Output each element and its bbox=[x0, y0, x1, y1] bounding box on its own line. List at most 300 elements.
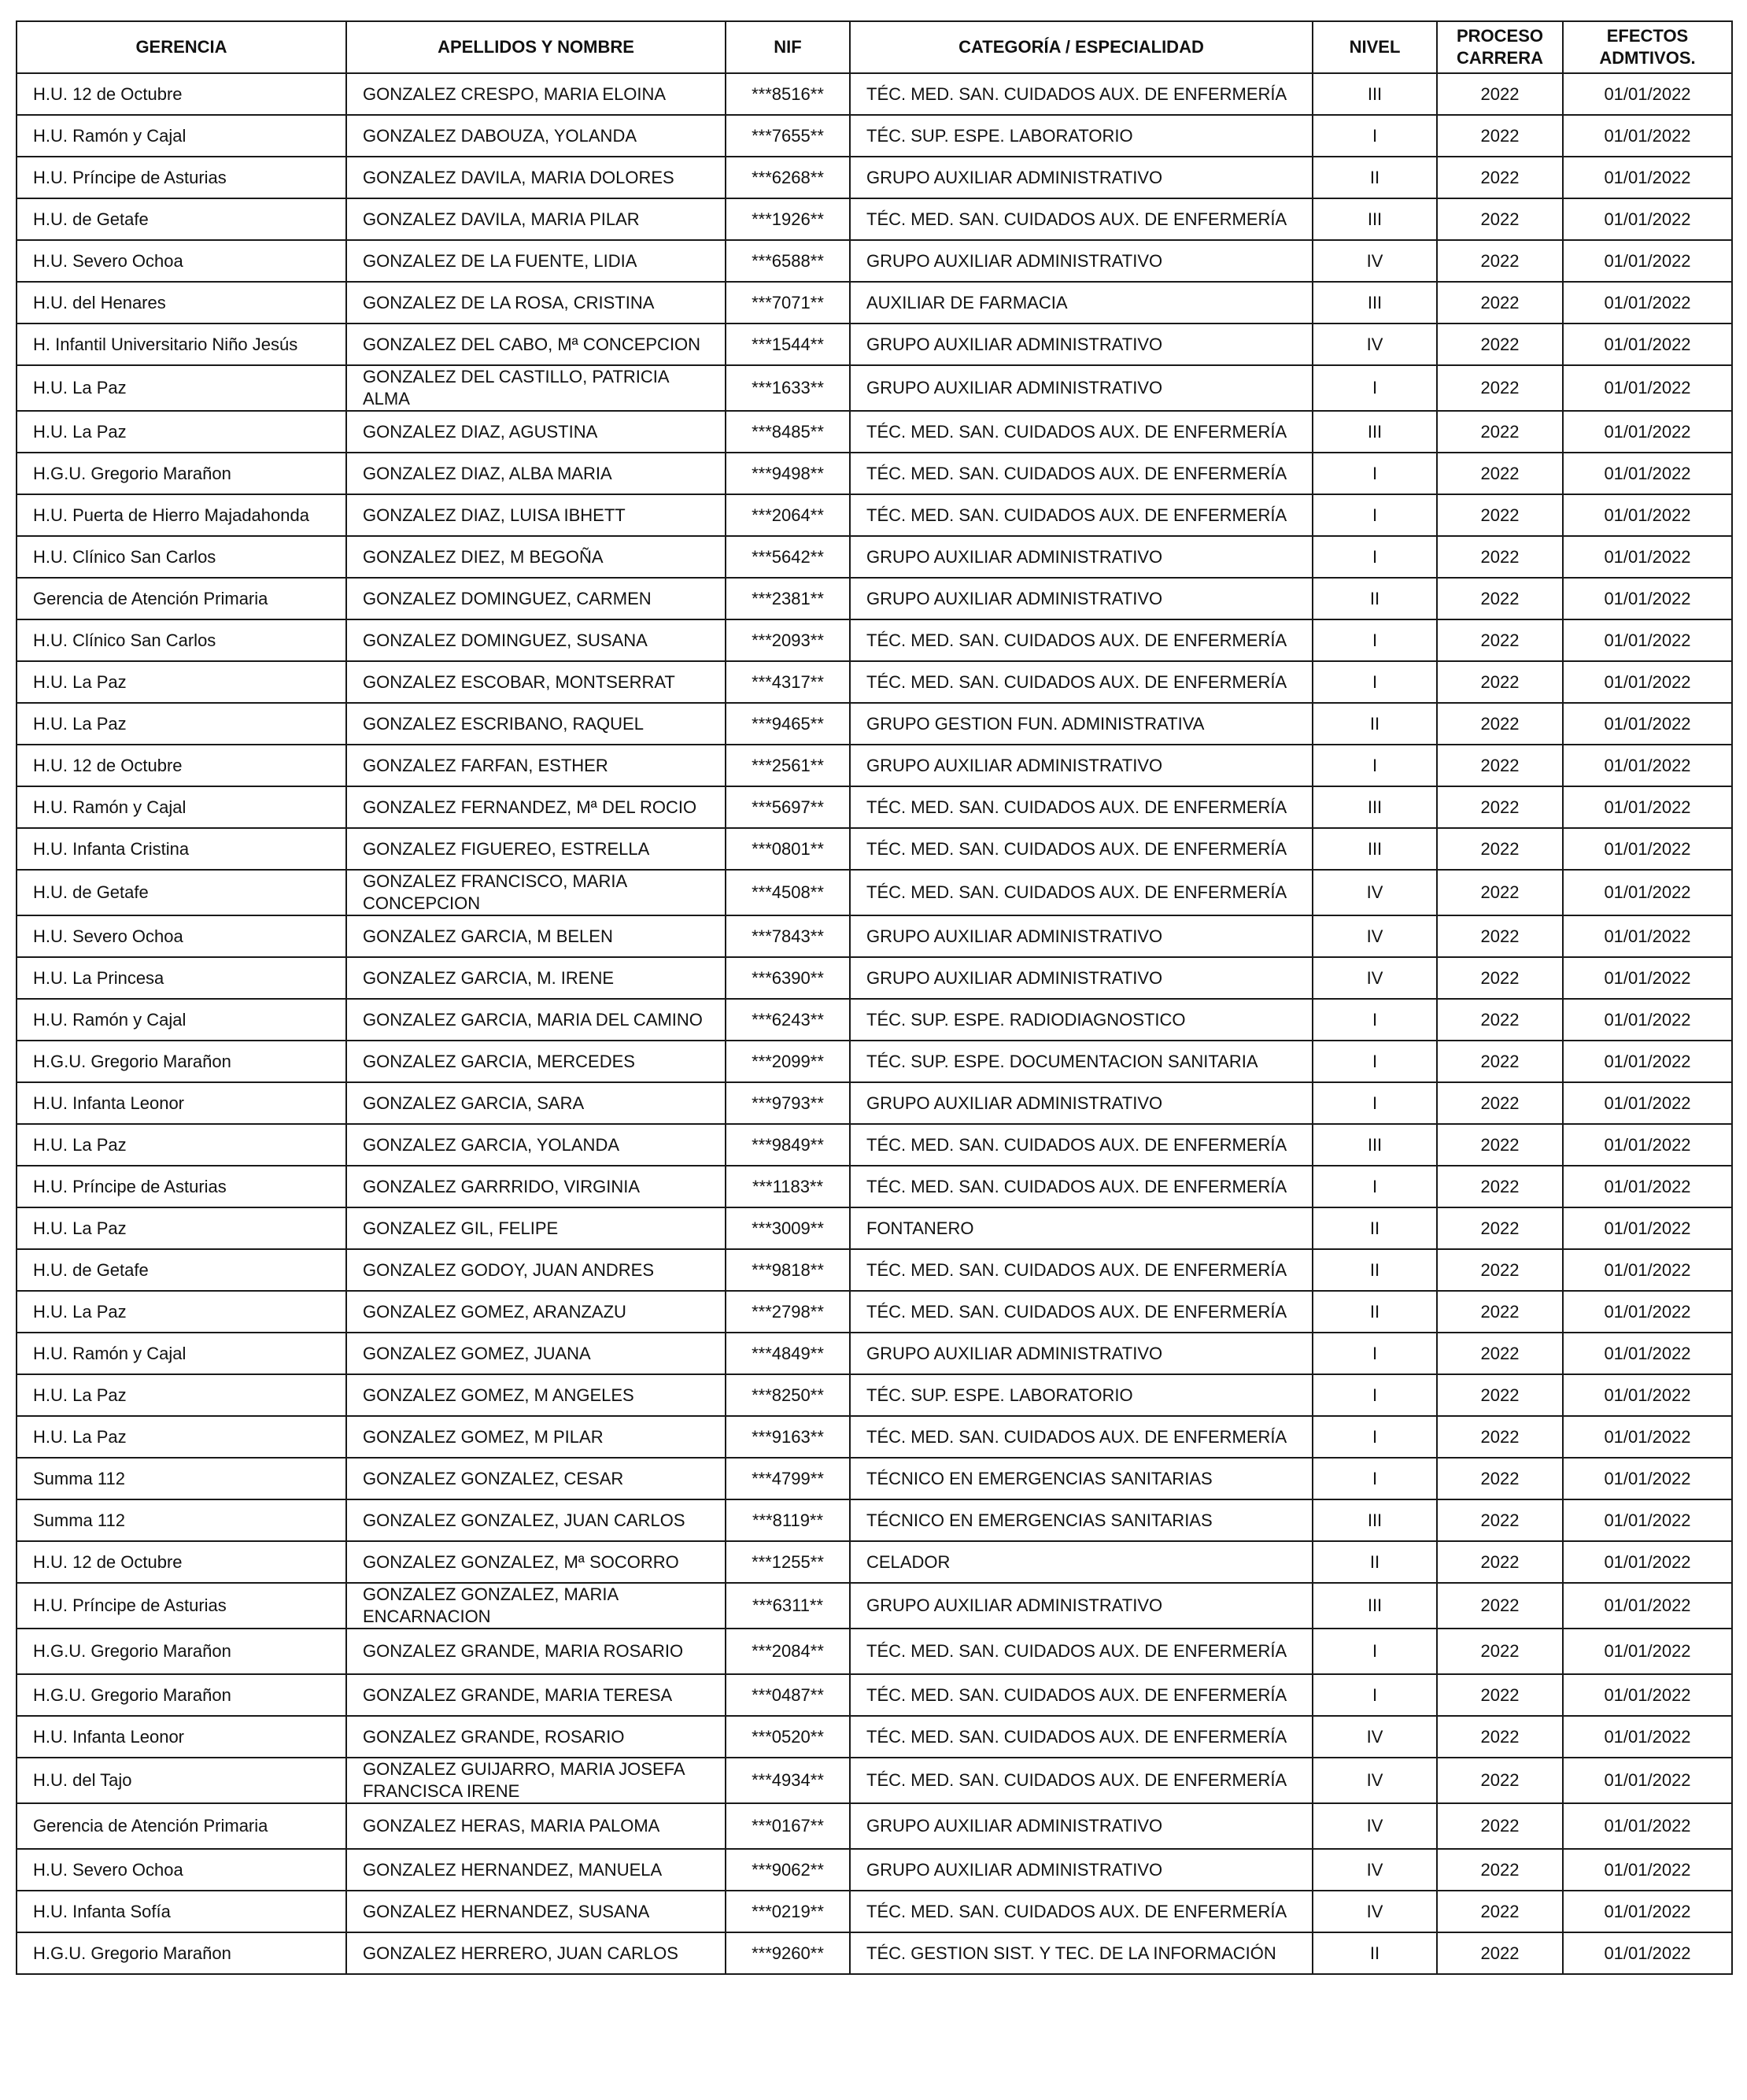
efectos-cell: 01/01/2022 bbox=[1563, 240, 1732, 282]
nivel-cell: II bbox=[1313, 703, 1437, 745]
nif-cell: ***6390** bbox=[726, 957, 850, 999]
gerencia-cell: H.U. Severo Ochoa bbox=[17, 1849, 346, 1891]
nombre-cell: GONZALEZ DIAZ, ALBA MARIA bbox=[346, 453, 726, 494]
header-nombre: APELLIDOS Y NOMBRE bbox=[346, 21, 726, 73]
efectos-cell: 01/01/2022 bbox=[1563, 661, 1732, 703]
table-row bbox=[17, 115, 1732, 157]
nivel-cell: I bbox=[1313, 1458, 1437, 1499]
efectos-cell: 01/01/2022 bbox=[1563, 198, 1732, 240]
categoria-cell: CELADOR bbox=[850, 1541, 1313, 1583]
categoria-cell: GRUPO AUXILIAR ADMINISTRATIVO bbox=[850, 957, 1313, 999]
proceso-cell: 2022 bbox=[1437, 703, 1563, 745]
categoria-cell: TÉC. MED. SAN. CUIDADOS AUX. DE ENFERMERÍA bbox=[850, 1629, 1313, 1674]
table-row bbox=[17, 1541, 1732, 1583]
table-row bbox=[17, 453, 1732, 494]
nombre-cell: GONZALEZ DAVILA, MARIA DOLORES bbox=[346, 157, 726, 198]
efectos-cell: 01/01/2022 bbox=[1563, 1124, 1732, 1166]
table-row bbox=[17, 1499, 1732, 1541]
nivel-cell: I bbox=[1313, 1416, 1437, 1458]
nif-cell: ***9260** bbox=[726, 1932, 850, 1974]
efectos-cell: 01/01/2022 bbox=[1563, 365, 1732, 411]
gerencia-cell: H.U. La Paz bbox=[17, 661, 346, 703]
nombre-cell: GONZALEZ GUIJARRO, MARIA JOSEFA FRANCISCA IRENE bbox=[346, 1758, 726, 1803]
gerencia-cell: H.U. La Paz bbox=[17, 1416, 346, 1458]
nombre-cell: GONZALEZ GONZALEZ, JUAN CARLOS bbox=[346, 1499, 726, 1541]
nivel-cell: I bbox=[1313, 1041, 1437, 1082]
header-proceso-line2: CARRERA bbox=[1457, 48, 1543, 68]
nif-cell: ***9465** bbox=[726, 703, 850, 745]
nombre-cell: GONZALEZ GARCIA, M BELEN bbox=[346, 915, 726, 957]
proceso-cell: 2022 bbox=[1437, 1932, 1563, 1974]
categoria-cell: GRUPO AUXILIAR ADMINISTRATIVO bbox=[850, 536, 1313, 578]
gerencia-cell: H.U. Clínico San Carlos bbox=[17, 619, 346, 661]
gerencia-cell: Summa 112 bbox=[17, 1499, 346, 1541]
nivel-cell: IV bbox=[1313, 915, 1437, 957]
nif-cell: ***0167** bbox=[726, 1803, 850, 1849]
nif-cell: ***4799** bbox=[726, 1458, 850, 1499]
table-body bbox=[17, 73, 1732, 1974]
gerencia-cell: H.U. Infanta Leonor bbox=[17, 1716, 346, 1758]
nombre-cell: GONZALEZ CRESPO, MARIA ELOINA bbox=[346, 73, 726, 115]
table-row bbox=[17, 1124, 1732, 1166]
gerencia-cell: H.U. Clínico San Carlos bbox=[17, 536, 346, 578]
gerencia-cell: Gerencia de Atención Primaria bbox=[17, 578, 346, 619]
proceso-cell: 2022 bbox=[1437, 745, 1563, 786]
nombre-cell: GONZALEZ FARFAN, ESTHER bbox=[346, 745, 726, 786]
efectos-cell: 01/01/2022 bbox=[1563, 1458, 1732, 1499]
table-row bbox=[17, 494, 1732, 536]
proceso-cell: 2022 bbox=[1437, 999, 1563, 1041]
categoria-cell: TÉC. MED. SAN. CUIDADOS AUX. DE ENFERMERÍA bbox=[850, 1166, 1313, 1207]
nombre-cell: GONZALEZ FERNANDEZ, Mª DEL ROCIO bbox=[346, 786, 726, 828]
nif-cell: ***0520** bbox=[726, 1716, 850, 1758]
proceso-cell: 2022 bbox=[1437, 453, 1563, 494]
categoria-cell: TÉC. SUP. ESPE. LABORATORIO bbox=[850, 1374, 1313, 1416]
table-row bbox=[17, 745, 1732, 786]
efectos-cell: 01/01/2022 bbox=[1563, 1541, 1732, 1583]
proceso-cell: 2022 bbox=[1437, 1849, 1563, 1891]
categoria-cell: GRUPO AUXILIAR ADMINISTRATIVO bbox=[850, 157, 1313, 198]
categoria-cell: TÉC. SUP. ESPE. LABORATORIO bbox=[850, 115, 1313, 157]
gerencia-cell: H.U. Ramón y Cajal bbox=[17, 115, 346, 157]
header-row bbox=[17, 21, 1732, 73]
categoria-cell: AUXILIAR DE FARMACIA bbox=[850, 282, 1313, 324]
categoria-cell: TÉC. MED. SAN. CUIDADOS AUX. DE ENFERMERÍA bbox=[850, 1716, 1313, 1758]
nivel-cell: III bbox=[1313, 1124, 1437, 1166]
efectos-cell: 01/01/2022 bbox=[1563, 828, 1732, 870]
nif-cell: ***7843** bbox=[726, 915, 850, 957]
proceso-cell: 2022 bbox=[1437, 957, 1563, 999]
nombre-cell: GONZALEZ DE LA FUENTE, LIDIA bbox=[346, 240, 726, 282]
categoria-cell: TÉC. MED. SAN. CUIDADOS AUX. DE ENFERMERÍA bbox=[850, 411, 1313, 453]
categoria-cell: TÉC. MED. SAN. CUIDADOS AUX. DE ENFERMERÍA bbox=[850, 1291, 1313, 1333]
nivel-cell: IV bbox=[1313, 1891, 1437, 1932]
nif-cell: ***8250** bbox=[726, 1374, 850, 1416]
nif-cell: ***5697** bbox=[726, 786, 850, 828]
efectos-cell: 01/01/2022 bbox=[1563, 1716, 1732, 1758]
efectos-cell: 01/01/2022 bbox=[1563, 619, 1732, 661]
proceso-cell: 2022 bbox=[1437, 1458, 1563, 1499]
nivel-cell: I bbox=[1313, 453, 1437, 494]
proceso-cell: 2022 bbox=[1437, 1674, 1563, 1716]
gerencia-cell: H.U. Ramón y Cajal bbox=[17, 1333, 346, 1374]
proceso-cell: 2022 bbox=[1437, 1291, 1563, 1333]
efectos-cell: 01/01/2022 bbox=[1563, 957, 1732, 999]
personnel-table bbox=[16, 20, 1733, 1975]
nivel-cell: I bbox=[1313, 536, 1437, 578]
gerencia-cell: H.U. del Tajo bbox=[17, 1758, 346, 1803]
categoria-cell: TÉC. MED. SAN. CUIDADOS AUX. DE ENFERMERÍA bbox=[850, 73, 1313, 115]
categoria-cell: TÉC. SUP. ESPE. DOCUMENTACION SANITARIA bbox=[850, 1041, 1313, 1082]
efectos-cell: 01/01/2022 bbox=[1563, 324, 1732, 365]
table-row bbox=[17, 536, 1732, 578]
proceso-cell: 2022 bbox=[1437, 494, 1563, 536]
gerencia-cell: H.U. Infanta Leonor bbox=[17, 1082, 346, 1124]
efectos-cell: 01/01/2022 bbox=[1563, 870, 1732, 915]
nif-cell: ***0801** bbox=[726, 828, 850, 870]
nivel-cell: I bbox=[1313, 1333, 1437, 1374]
gerencia-cell: H.U. La Paz bbox=[17, 1207, 346, 1249]
nivel-cell: III bbox=[1313, 1583, 1437, 1629]
nombre-cell: GONZALEZ GRANDE, MARIA ROSARIO bbox=[346, 1629, 726, 1674]
proceso-cell: 2022 bbox=[1437, 1166, 1563, 1207]
gerencia-cell: H.U. Infanta Sofía bbox=[17, 1891, 346, 1932]
table-row bbox=[17, 619, 1732, 661]
proceso-cell: 2022 bbox=[1437, 1629, 1563, 1674]
nif-cell: ***1255** bbox=[726, 1541, 850, 1583]
categoria-cell: GRUPO AUXILIAR ADMINISTRATIVO bbox=[850, 365, 1313, 411]
categoria-cell: TÉC. MED. SAN. CUIDADOS AUX. DE ENFERMERÍA bbox=[850, 661, 1313, 703]
gerencia-cell: H.U. Severo Ochoa bbox=[17, 915, 346, 957]
efectos-cell: 01/01/2022 bbox=[1563, 1374, 1732, 1416]
nivel-cell: II bbox=[1313, 1291, 1437, 1333]
proceso-cell: 2022 bbox=[1437, 73, 1563, 115]
gerencia-cell: H.U. Severo Ochoa bbox=[17, 240, 346, 282]
nif-cell: ***4508** bbox=[726, 870, 850, 915]
table-row bbox=[17, 999, 1732, 1041]
categoria-cell: TÉC. MED. SAN. CUIDADOS AUX. DE ENFERMERÍA bbox=[850, 453, 1313, 494]
nif-cell: ***6268** bbox=[726, 157, 850, 198]
proceso-cell: 2022 bbox=[1437, 282, 1563, 324]
categoria-cell: TÉC. MED. SAN. CUIDADOS AUX. DE ENFERMERÍA bbox=[850, 1674, 1313, 1716]
table-row bbox=[17, 1583, 1732, 1629]
gerencia-cell: H.U. 12 de Octubre bbox=[17, 73, 346, 115]
header-proceso-carrera bbox=[1437, 21, 1563, 73]
nombre-cell: GONZALEZ GOMEZ, M PILAR bbox=[346, 1416, 726, 1458]
nivel-cell: III bbox=[1313, 411, 1437, 453]
nif-cell: ***2084** bbox=[726, 1629, 850, 1674]
nombre-cell: GONZALEZ HERNANDEZ, SUSANA bbox=[346, 1891, 726, 1932]
nivel-cell: I bbox=[1313, 1629, 1437, 1674]
nombre-cell: GONZALEZ GOMEZ, M ANGELES bbox=[346, 1374, 726, 1416]
table-row bbox=[17, 73, 1732, 115]
efectos-cell: 01/01/2022 bbox=[1563, 453, 1732, 494]
table-row bbox=[17, 1041, 1732, 1082]
gerencia-cell: H.U. Infanta Cristina bbox=[17, 828, 346, 870]
nif-cell: ***1633** bbox=[726, 365, 850, 411]
table-row bbox=[17, 1758, 1732, 1803]
gerencia-cell: H.U. Ramón y Cajal bbox=[17, 786, 346, 828]
nif-cell: ***6243** bbox=[726, 999, 850, 1041]
nivel-cell: IV bbox=[1313, 1803, 1437, 1849]
nombre-cell: GONZALEZ DAVILA, MARIA PILAR bbox=[346, 198, 726, 240]
nivel-cell: I bbox=[1313, 115, 1437, 157]
gerencia-cell: H.U. Príncipe de Asturias bbox=[17, 1166, 346, 1207]
categoria-cell: TÉC. MED. SAN. CUIDADOS AUX. DE ENFERMERÍA bbox=[850, 1249, 1313, 1291]
proceso-cell: 2022 bbox=[1437, 536, 1563, 578]
header-nif: NIF bbox=[726, 21, 850, 73]
nif-cell: ***0219** bbox=[726, 1891, 850, 1932]
nivel-cell: III bbox=[1313, 1499, 1437, 1541]
proceso-cell: 2022 bbox=[1437, 786, 1563, 828]
nivel-cell: II bbox=[1313, 157, 1437, 198]
nivel-cell: III bbox=[1313, 786, 1437, 828]
nombre-cell: GONZALEZ DIEZ, M BEGOÑA bbox=[346, 536, 726, 578]
gerencia-cell: Summa 112 bbox=[17, 1458, 346, 1499]
table-row bbox=[17, 828, 1732, 870]
nombre-cell: GONZALEZ GARRRIDO, VIRGINIA bbox=[346, 1166, 726, 1207]
header-nivel: NIVEL bbox=[1313, 21, 1437, 73]
categoria-cell: TÉC. MED. SAN. CUIDADOS AUX. DE ENFERMERÍA bbox=[850, 619, 1313, 661]
nif-cell: ***8485** bbox=[726, 411, 850, 453]
nombre-cell: GONZALEZ GONZALEZ, Mª SOCORRO bbox=[346, 1541, 726, 1583]
categoria-cell: GRUPO AUXILIAR ADMINISTRATIVO bbox=[850, 915, 1313, 957]
efectos-cell: 01/01/2022 bbox=[1563, 1803, 1732, 1849]
nivel-cell: III bbox=[1313, 828, 1437, 870]
proceso-cell: 2022 bbox=[1437, 240, 1563, 282]
nif-cell: ***2381** bbox=[726, 578, 850, 619]
efectos-cell: 01/01/2022 bbox=[1563, 1674, 1732, 1716]
nif-cell: ***7655** bbox=[726, 115, 850, 157]
nombre-cell: GONZALEZ GOMEZ, ARANZAZU bbox=[346, 1291, 726, 1333]
nombre-cell: GONZALEZ GONZALEZ, CESAR bbox=[346, 1458, 726, 1499]
proceso-cell: 2022 bbox=[1437, 1758, 1563, 1803]
categoria-cell: TÉC. GESTION SIST. Y TEC. DE LA INFORMACIÓN bbox=[850, 1932, 1313, 1974]
table-row bbox=[17, 282, 1732, 324]
proceso-cell: 2022 bbox=[1437, 619, 1563, 661]
nombre-cell: GONZALEZ HERRERO, JUAN CARLOS bbox=[346, 1932, 726, 1974]
nombre-cell: GONZALEZ FIGUEREO, ESTRELLA bbox=[346, 828, 726, 870]
categoria-cell: GRUPO AUXILIAR ADMINISTRATIVO bbox=[850, 578, 1313, 619]
table-row bbox=[17, 786, 1732, 828]
table-row bbox=[17, 1629, 1732, 1674]
proceso-cell: 2022 bbox=[1437, 1891, 1563, 1932]
gerencia-cell: H. Infantil Universitario Niño Jesús bbox=[17, 324, 346, 365]
categoria-cell: GRUPO AUXILIAR ADMINISTRATIVO bbox=[850, 1333, 1313, 1374]
nif-cell: ***0487** bbox=[726, 1674, 850, 1716]
nivel-cell: I bbox=[1313, 1674, 1437, 1716]
categoria-cell: TÉC. MED. SAN. CUIDADOS AUX. DE ENFERMERÍA bbox=[850, 1124, 1313, 1166]
header-gerencia: GERENCIA bbox=[17, 21, 346, 73]
nombre-cell: GONZALEZ GIL, FELIPE bbox=[346, 1207, 726, 1249]
efectos-cell: 01/01/2022 bbox=[1563, 1849, 1732, 1891]
table-row bbox=[17, 1716, 1732, 1758]
nivel-cell: I bbox=[1313, 1082, 1437, 1124]
nif-cell: ***1183** bbox=[726, 1166, 850, 1207]
nombre-cell: GONZALEZ GRANDE, MARIA TERESA bbox=[346, 1674, 726, 1716]
categoria-cell: GRUPO AUXILIAR ADMINISTRATIVO bbox=[850, 1583, 1313, 1629]
nif-cell: ***4934** bbox=[726, 1758, 850, 1803]
proceso-cell: 2022 bbox=[1437, 157, 1563, 198]
efectos-cell: 01/01/2022 bbox=[1563, 1291, 1732, 1333]
efectos-cell: 01/01/2022 bbox=[1563, 1333, 1732, 1374]
table-row bbox=[17, 1932, 1732, 1974]
efectos-cell: 01/01/2022 bbox=[1563, 745, 1732, 786]
categoria-cell: FONTANERO bbox=[850, 1207, 1313, 1249]
proceso-cell: 2022 bbox=[1437, 324, 1563, 365]
nombre-cell: GONZALEZ HERAS, MARIA PALOMA bbox=[346, 1803, 726, 1849]
nivel-cell: II bbox=[1313, 1249, 1437, 1291]
categoria-cell: TÉC. SUP. ESPE. RADIODIAGNOSTICO bbox=[850, 999, 1313, 1041]
table-row bbox=[17, 1803, 1732, 1849]
proceso-cell: 2022 bbox=[1437, 870, 1563, 915]
table-row bbox=[17, 578, 1732, 619]
nif-cell: ***4849** bbox=[726, 1333, 850, 1374]
nif-cell: ***1544** bbox=[726, 324, 850, 365]
nombre-cell: GONZALEZ DIAZ, LUISA IBHETT bbox=[346, 494, 726, 536]
efectos-cell: 01/01/2022 bbox=[1563, 999, 1732, 1041]
table-row bbox=[17, 1416, 1732, 1458]
nombre-cell: GONZALEZ DEL CABO, Mª CONCEPCION bbox=[346, 324, 726, 365]
efectos-cell: 01/01/2022 bbox=[1563, 1629, 1732, 1674]
nombre-cell: GONZALEZ DABOUZA, YOLANDA bbox=[346, 115, 726, 157]
efectos-cell: 01/01/2022 bbox=[1563, 1207, 1732, 1249]
table-row bbox=[17, 1207, 1732, 1249]
table-row bbox=[17, 324, 1732, 365]
proceso-cell: 2022 bbox=[1437, 365, 1563, 411]
gerencia-cell: H.U. Príncipe de Asturias bbox=[17, 1583, 346, 1629]
efectos-cell: 01/01/2022 bbox=[1563, 282, 1732, 324]
gerencia-cell: H.U. 12 de Octubre bbox=[17, 1541, 346, 1583]
categoria-cell: TÉC. MED. SAN. CUIDADOS AUX. DE ENFERMERÍA bbox=[850, 1891, 1313, 1932]
header-efectos-line1: EFECTOS bbox=[1606, 26, 1689, 46]
nombre-cell: GONZALEZ GARCIA, YOLANDA bbox=[346, 1124, 726, 1166]
table-row bbox=[17, 365, 1732, 411]
categoria-cell: TÉC. MED. SAN. CUIDADOS AUX. DE ENFERMERÍA bbox=[850, 786, 1313, 828]
nombre-cell: GONZALEZ GARCIA, MERCEDES bbox=[346, 1041, 726, 1082]
proceso-cell: 2022 bbox=[1437, 1333, 1563, 1374]
proceso-cell: 2022 bbox=[1437, 1541, 1563, 1583]
nivel-cell: II bbox=[1313, 1541, 1437, 1583]
efectos-cell: 01/01/2022 bbox=[1563, 1082, 1732, 1124]
efectos-cell: 01/01/2022 bbox=[1563, 1583, 1732, 1629]
nivel-cell: IV bbox=[1313, 324, 1437, 365]
efectos-cell: 01/01/2022 bbox=[1563, 915, 1732, 957]
nivel-cell: IV bbox=[1313, 1716, 1437, 1758]
header-efectos-admtivos bbox=[1563, 21, 1732, 73]
gerencia-cell: H.U. Ramón y Cajal bbox=[17, 999, 346, 1041]
proceso-cell: 2022 bbox=[1437, 198, 1563, 240]
gerencia-cell: H.U. de Getafe bbox=[17, 870, 346, 915]
nombre-cell: GONZALEZ GONZALEZ, MARIA ENCARNACION bbox=[346, 1583, 726, 1629]
nif-cell: ***6311** bbox=[726, 1583, 850, 1629]
table-row bbox=[17, 1082, 1732, 1124]
nif-cell: ***9163** bbox=[726, 1416, 850, 1458]
table-row bbox=[17, 957, 1732, 999]
nivel-cell: IV bbox=[1313, 1849, 1437, 1891]
table-row bbox=[17, 1674, 1732, 1716]
proceso-cell: 2022 bbox=[1437, 1082, 1563, 1124]
nombre-cell: GONZALEZ GARCIA, MARIA DEL CAMINO bbox=[346, 999, 726, 1041]
nif-cell: ***9062** bbox=[726, 1849, 850, 1891]
nivel-cell: I bbox=[1313, 494, 1437, 536]
proceso-cell: 2022 bbox=[1437, 115, 1563, 157]
nivel-cell: III bbox=[1313, 198, 1437, 240]
efectos-cell: 01/01/2022 bbox=[1563, 536, 1732, 578]
categoria-cell: TÉCNICO EN EMERGENCIAS SANITARIAS bbox=[850, 1458, 1313, 1499]
efectos-cell: 01/01/2022 bbox=[1563, 494, 1732, 536]
gerencia-cell: H.U. de Getafe bbox=[17, 198, 346, 240]
proceso-cell: 2022 bbox=[1437, 1416, 1563, 1458]
nif-cell: ***6588** bbox=[726, 240, 850, 282]
nombre-cell: GONZALEZ GODOY, JUAN ANDRES bbox=[346, 1249, 726, 1291]
gerencia-cell: H.U. de Getafe bbox=[17, 1249, 346, 1291]
proceso-cell: 2022 bbox=[1437, 915, 1563, 957]
categoria-cell: GRUPO GESTION FUN. ADMINISTRATIVA bbox=[850, 703, 1313, 745]
efectos-cell: 01/01/2022 bbox=[1563, 703, 1732, 745]
categoria-cell: GRUPO AUXILIAR ADMINISTRATIVO bbox=[850, 745, 1313, 786]
gerencia-cell: H.U. La Paz bbox=[17, 411, 346, 453]
table-row bbox=[17, 1891, 1732, 1932]
categoria-cell: GRUPO AUXILIAR ADMINISTRATIVO bbox=[850, 240, 1313, 282]
proceso-cell: 2022 bbox=[1437, 1041, 1563, 1082]
nivel-cell: I bbox=[1313, 619, 1437, 661]
proceso-cell: 2022 bbox=[1437, 1374, 1563, 1416]
efectos-cell: 01/01/2022 bbox=[1563, 1891, 1732, 1932]
nif-cell: ***9793** bbox=[726, 1082, 850, 1124]
table-row bbox=[17, 661, 1732, 703]
nif-cell: ***8119** bbox=[726, 1499, 850, 1541]
table-row bbox=[17, 157, 1732, 198]
nif-cell: ***2561** bbox=[726, 745, 850, 786]
table-row bbox=[17, 1849, 1732, 1891]
proceso-cell: 2022 bbox=[1437, 578, 1563, 619]
proceso-cell: 2022 bbox=[1437, 1499, 1563, 1541]
nif-cell: ***3009** bbox=[726, 1207, 850, 1249]
nivel-cell: I bbox=[1313, 365, 1437, 411]
proceso-cell: 2022 bbox=[1437, 1124, 1563, 1166]
efectos-cell: 01/01/2022 bbox=[1563, 786, 1732, 828]
nombre-cell: GONZALEZ DOMINGUEZ, SUSANA bbox=[346, 619, 726, 661]
gerencia-cell: H.U. La Paz bbox=[17, 703, 346, 745]
nif-cell: ***1926** bbox=[726, 198, 850, 240]
nif-cell: ***7071** bbox=[726, 282, 850, 324]
categoria-cell: TÉC. MED. SAN. CUIDADOS AUX. DE ENFERMERÍA bbox=[850, 1758, 1313, 1803]
gerencia-cell: H.U. Príncipe de Asturias bbox=[17, 157, 346, 198]
categoria-cell: TÉC. MED. SAN. CUIDADOS AUX. DE ENFERMERÍA bbox=[850, 870, 1313, 915]
table-row bbox=[17, 1333, 1732, 1374]
nombre-cell: GONZALEZ GARCIA, SARA bbox=[346, 1082, 726, 1124]
table-row bbox=[17, 1249, 1732, 1291]
nivel-cell: I bbox=[1313, 661, 1437, 703]
gerencia-cell: H.G.U. Gregorio Marañon bbox=[17, 1932, 346, 1974]
proceso-cell: 2022 bbox=[1437, 1207, 1563, 1249]
nombre-cell: GONZALEZ DEL CASTILLO, PATRICIA ALMA bbox=[346, 365, 726, 411]
gerencia-cell: H.U. La Paz bbox=[17, 1291, 346, 1333]
gerencia-cell: H.U. La Paz bbox=[17, 365, 346, 411]
gerencia-cell: H.G.U. Gregorio Marañon bbox=[17, 1674, 346, 1716]
nombre-cell: GONZALEZ FRANCISCO, MARIA CONCEPCION bbox=[346, 870, 726, 915]
gerencia-cell: H.G.U. Gregorio Marañon bbox=[17, 1041, 346, 1082]
nombre-cell: GONZALEZ GARCIA, M. IRENE bbox=[346, 957, 726, 999]
header-categoria: CATEGORÍA / ESPECIALIDAD bbox=[850, 21, 1313, 73]
nif-cell: ***9849** bbox=[726, 1124, 850, 1166]
nivel-cell: II bbox=[1313, 1207, 1437, 1249]
nivel-cell: I bbox=[1313, 1166, 1437, 1207]
gerencia-cell: H.G.U. Gregorio Marañon bbox=[17, 1629, 346, 1674]
nivel-cell: I bbox=[1313, 745, 1437, 786]
header-efectos-line2: ADMTIVOS. bbox=[1599, 48, 1696, 68]
